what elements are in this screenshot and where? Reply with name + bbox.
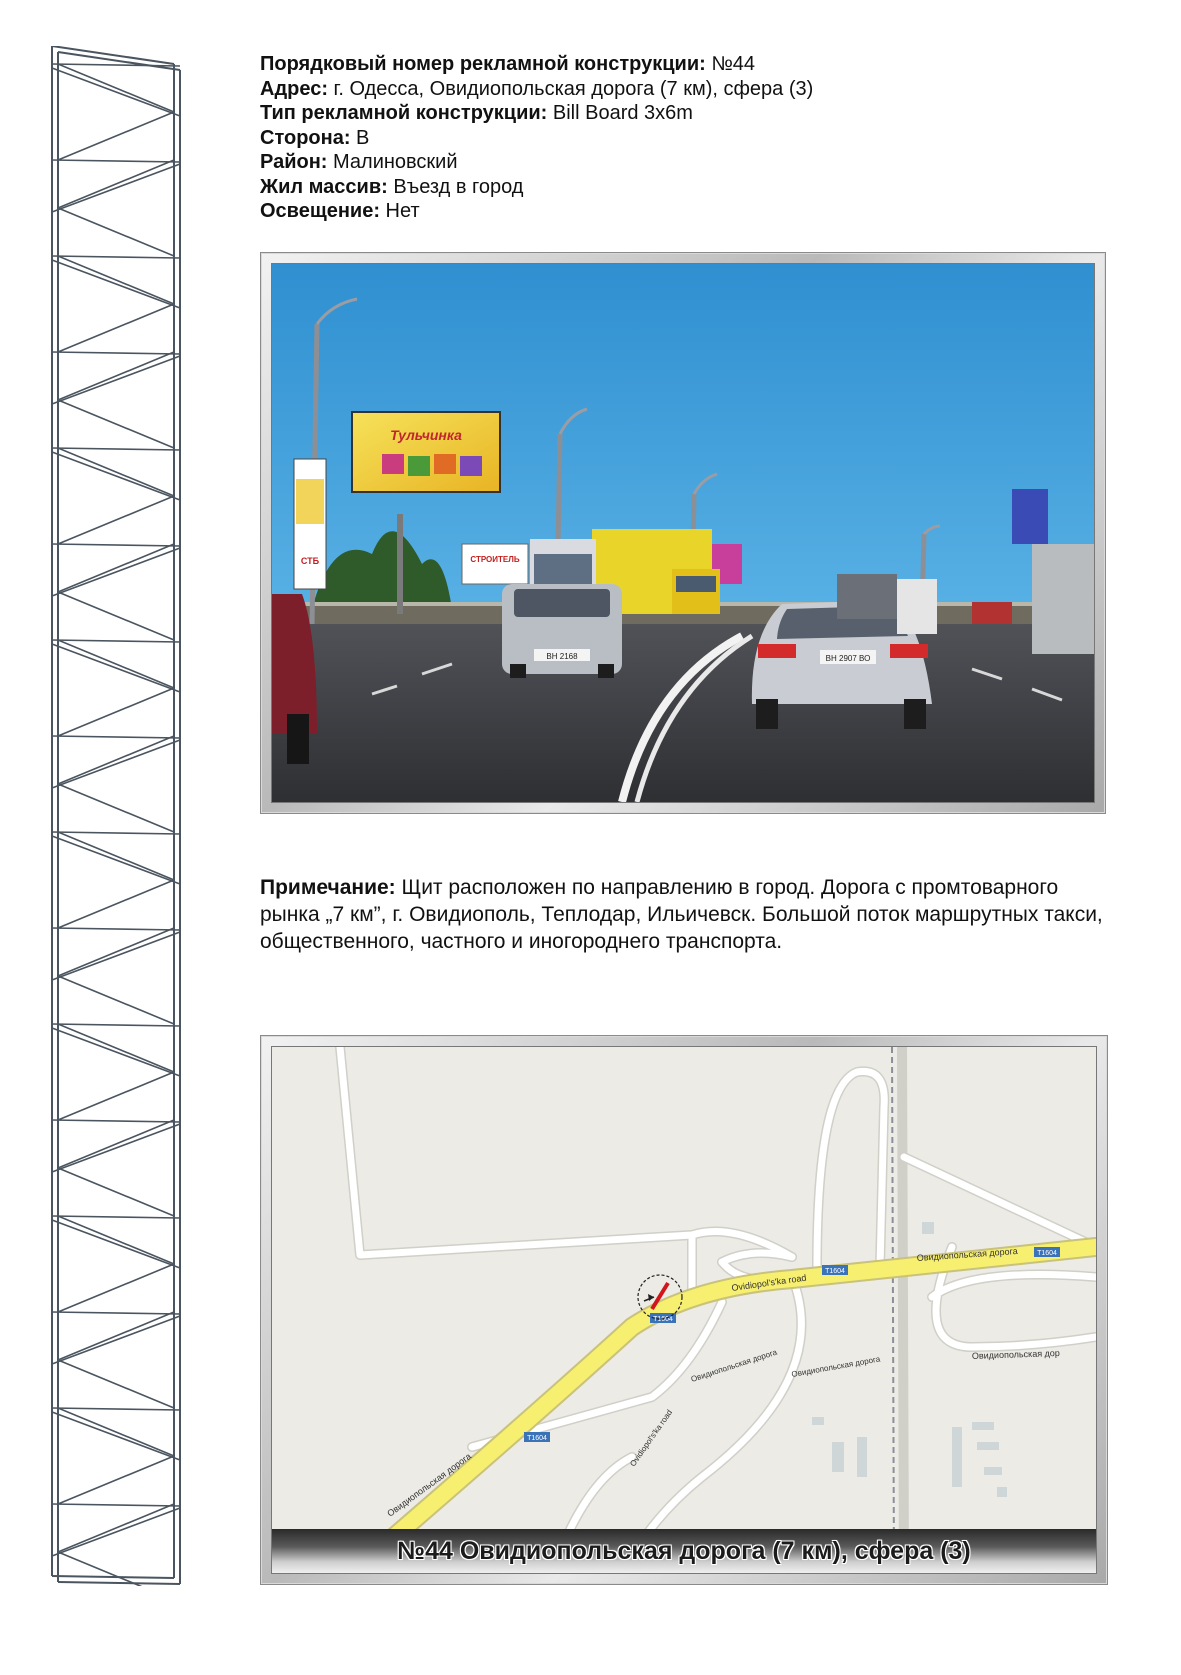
info-lighting: Освещение: Нет: [260, 200, 420, 222]
shield-1: T1604: [825, 1268, 845, 1275]
shield-3: T1604: [527, 1435, 547, 1442]
ad-sign-text: СТРОИТЕЛЬ: [470, 555, 520, 564]
billboard-text: Тульчинка: [390, 427, 462, 443]
plate-right: ВН 2907 ВО: [825, 654, 871, 663]
map-road-label-ovidiopolska-road-2: Ovidiopol's'ka road: [628, 1408, 675, 1469]
truss-decoration: [44, 46, 194, 1586]
shield-4: T1604: [1037, 1250, 1057, 1257]
info-massif: Жил массив: Въезд в город: [260, 175, 524, 198]
info-block: [260, 52, 1140, 224]
plate-left: ВН 2168: [546, 652, 578, 661]
info-district: Район: Малиновский: [260, 151, 458, 173]
info-address: Адрес: г. Одесса, Овидиопольская дорога (7 км), сфера (3): [260, 77, 814, 100]
svg-text:СТБ: СТБ: [300, 556, 320, 566]
map-caption-bar: [272, 1529, 1096, 1573]
map-road-label-ovidiopolskaya-4: Овидиопольская дорога: [689, 1347, 779, 1384]
map-road-label-ovidiopolskaya-5: Овидиопольская дорога: [790, 1354, 881, 1379]
shield-2: T1604: [653, 1316, 673, 1323]
map-road-label-ovidiopolskaya-3: Овидиопольская дор: [971, 1347, 1061, 1361]
map-road-label-ovidiopolskaya-2: Овидиопольская дорога: [385, 1451, 473, 1519]
map-illustration: [272, 1047, 1096, 1573]
info-type: Тип рекламной конструкции: Bill Board 3x6m: [260, 102, 693, 124]
map-road-label-ovidiopolskaya-1: Овидиопольская дорога: [916, 1245, 1018, 1263]
site-photo: [271, 263, 1095, 803]
location-map: [271, 1046, 1097, 1574]
map-caption: №44 Овидиопольская дорога (7 км), сфера (3): [397, 1536, 971, 1565]
map-frame: [260, 1035, 1108, 1585]
site-photo-illustration: [272, 264, 1094, 802]
map-road-label-ovidiopolska-road: Ovidiopol's'ka road: [730, 1272, 808, 1293]
note-block: Примечание: Щит расположен по направлению в город. Дорога с промтоварного рынка „7 км”, г. Овидиополь, Теплодар, Ильичевск. Большой поток маршрутных такси, общественного, частного и иногороднего транспорта.: [260, 876, 1103, 953]
photo-frame: [260, 252, 1106, 814]
info-number: Порядковый номер рекламной конструкции: №44: [260, 53, 756, 75]
info-side: Сторона: В: [260, 126, 370, 149]
